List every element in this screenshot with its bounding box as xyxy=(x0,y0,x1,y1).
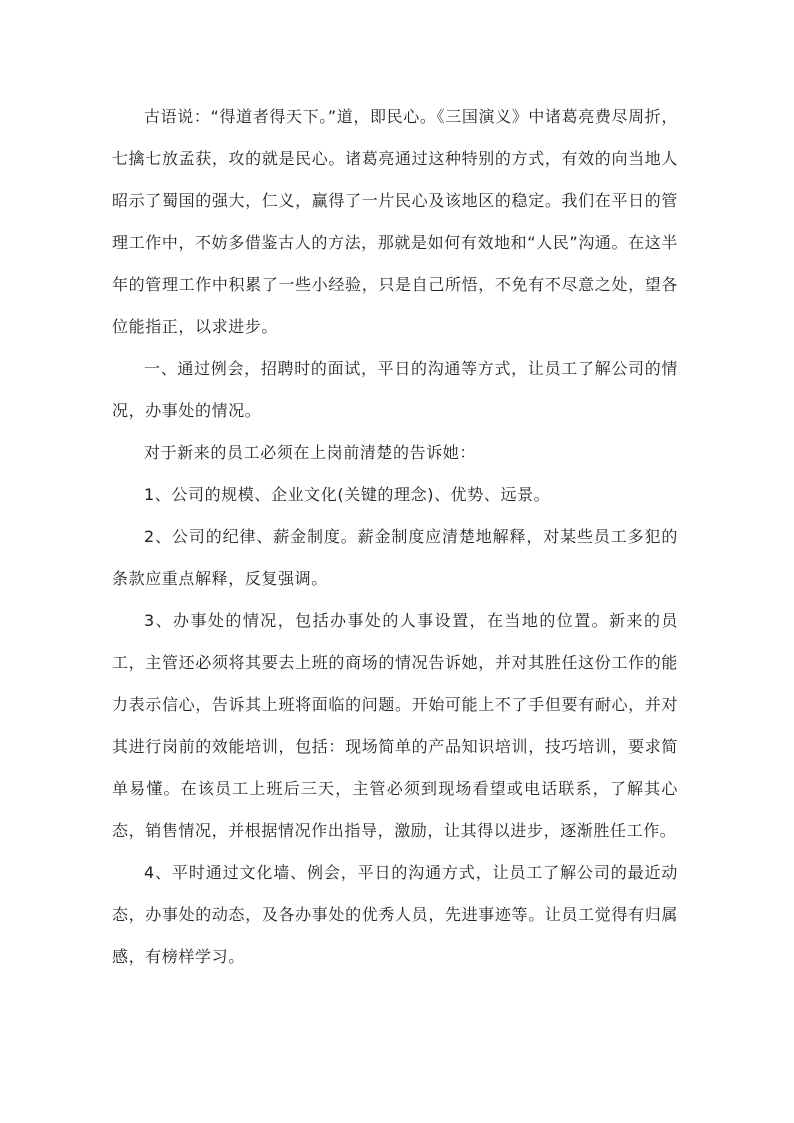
list-item-culture-wall: 4、平时通过文化墙、例会，平日的沟通方式，让员工了解公司的最近动态，办事处的动态，及各办事处的优秀人员，先进事迹等。让员工觉得有归属感，有榜样学习。 xyxy=(112,863,678,966)
new-employee-intro: 对于新来的员工必须在上岗前清楚的告诉她： xyxy=(144,443,477,462)
section-one-heading: 一、通过例会，招聘时的面试，平日的沟通等方式，让员工了解公司的情况，办事处的情况。 xyxy=(112,359,678,420)
list-item-office-situation: 3、办事处的情况，包括办事处的人事设置，在当地的位置。新来的员工，主管还必须将其要去上班的商场的情况告诉她，并对其胜任这份工作的能力表示信心，告诉其上班将面临的问题。开始可能上不了手但要有耐心，并对其进行岗前的效能培训，包括：现场简单的产品知识培训，技巧培训，要求简单易懂。在该员工上班后三天，主管必须到现场看望或电话联系，了解其心态，销售情况，并根据情况作出指导，激励，让其得以进步，逐渐胜任工作。 xyxy=(112,611,678,840)
list-item-company-scale: 1、公司的规模、企业文化(关键的理念)、优势、远景。 xyxy=(144,485,551,504)
intro-paragraph: 古语说：“得道者得天下。”道，即民心。《三国演义》中诸葛亮费尽周折，七擒七放孟获，攻的就是民心。诸葛亮通过这种特别的方式，有效的向当地人昭示了蜀国的强大，仁义，赢得了一片民心及该地区的稳定。我们在平日的管理工作中，不妨多借鉴古人的方法，那就是如何有效地和“人民”沟通。在这半年的管理工作中积累了一些小经验，只是自己所悟，不免有不尽意之处，望各位能指正，以求进步。 xyxy=(112,107,678,336)
list-item-discipline-salary: 2、公司的纪律、薪金制度。薪金制度应清楚地解释，对某些员工多犯的条款应重点解释，反复强调。 xyxy=(112,527,678,588)
document-body xyxy=(112,96,678,978)
